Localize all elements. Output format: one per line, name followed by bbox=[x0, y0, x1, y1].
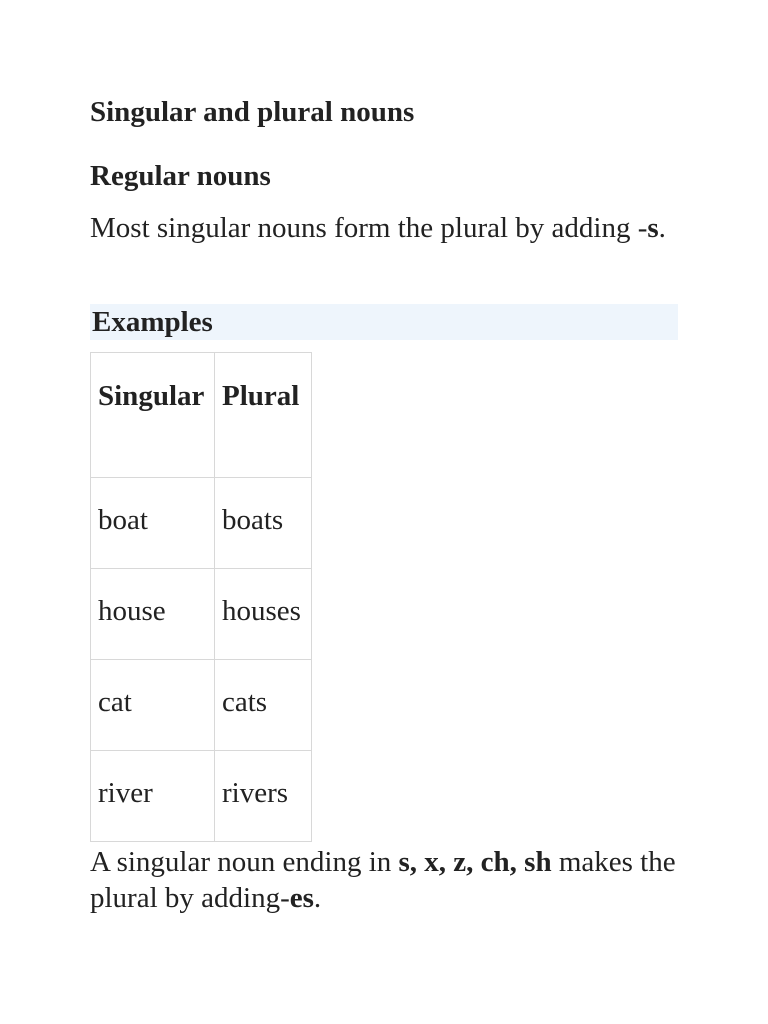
table-row bbox=[91, 478, 312, 569]
rule-paragraph-es bbox=[90, 844, 678, 916]
header-singular: Singular bbox=[91, 353, 215, 478]
table-header-row bbox=[91, 353, 312, 478]
rule-text: A singular noun ending in bbox=[90, 846, 399, 878]
rule-end: . bbox=[313, 882, 322, 914]
table-row bbox=[91, 569, 312, 660]
table-row bbox=[91, 660, 312, 751]
header-plural: Plural bbox=[215, 353, 312, 478]
rule-end: . bbox=[658, 212, 666, 244]
singular-cell: house bbox=[91, 569, 215, 660]
suffix-s: s bbox=[647, 212, 659, 244]
rule-paragraph-regular bbox=[90, 210, 678, 246]
examples-label: Examples bbox=[92, 306, 213, 338]
suffix-es: es bbox=[289, 882, 314, 914]
rule-text: Most singular nouns form the plural by adding - bbox=[90, 212, 648, 244]
plural-cell: houses bbox=[215, 569, 312, 660]
plural-cell: cats bbox=[215, 660, 312, 751]
section-heading: Regular nouns bbox=[90, 160, 271, 192]
examples-header bbox=[90, 304, 678, 340]
endings-list: s, x, z, ch, sh bbox=[398, 846, 552, 878]
plural-cell: boats bbox=[215, 478, 312, 569]
rule-text-middle: makes the plural by adding- bbox=[90, 846, 676, 914]
page-title: Singular and plural nouns bbox=[90, 96, 415, 128]
table-row bbox=[91, 751, 312, 842]
examples-table bbox=[90, 352, 312, 842]
singular-cell: river bbox=[91, 751, 215, 842]
singular-cell: boat bbox=[91, 478, 215, 569]
singular-cell: cat bbox=[91, 660, 215, 751]
plural-cell: rivers bbox=[215, 751, 312, 842]
